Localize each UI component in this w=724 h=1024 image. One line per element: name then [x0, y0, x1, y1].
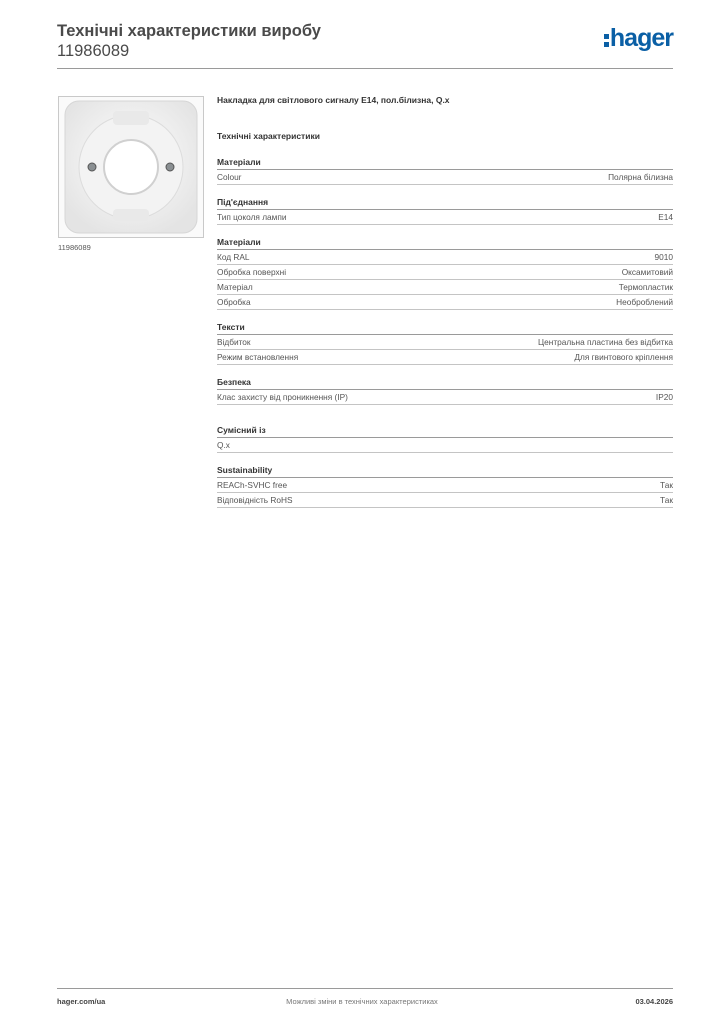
- specs-heading: Технічні характеристики: [217, 131, 320, 141]
- spec-value: IP20: [655, 392, 673, 402]
- spec-row: [217, 265, 673, 280]
- product-image: [58, 96, 204, 238]
- footer-divider: [57, 988, 673, 989]
- group-title: Тексти: [217, 320, 673, 335]
- hager-logo: hager: [604, 26, 673, 51]
- group-title: Безпека: [217, 375, 673, 390]
- spec-group: [217, 463, 673, 508]
- group-title: Матеріали: [217, 235, 673, 250]
- footer-notice: Можливі зміни в технічних характеристиках: [286, 997, 438, 1006]
- product-name: Накладка для світлового сигналу E14, пол.білизна, Q.x: [217, 95, 450, 105]
- spec-label: Відповідність RoHS: [217, 495, 293, 505]
- spec-row: [217, 493, 673, 508]
- spec-label: Обробка: [217, 297, 251, 307]
- document-product-code: 11986089: [57, 42, 130, 60]
- spec-value: Термопластик: [618, 282, 673, 292]
- spec-label: Colour: [217, 172, 242, 182]
- spec-label: Код RAL: [217, 252, 250, 262]
- spec-label: Матеріал: [217, 282, 253, 292]
- spec-label: REACh-SVHC free: [217, 480, 288, 490]
- spec-row: [217, 295, 673, 310]
- spec-group: [217, 155, 673, 185]
- group-title: Під'єднання: [217, 195, 673, 210]
- spec-row: [217, 280, 673, 295]
- spec-group: [217, 320, 673, 365]
- group-title: Матеріали: [217, 155, 673, 170]
- group-title: Sustainability: [217, 463, 673, 478]
- spec-row: [217, 170, 673, 185]
- spec-content: [217, 95, 673, 508]
- spec-group: [217, 235, 673, 310]
- spec-label: Тип цоколя лампи: [217, 212, 287, 222]
- spec-row: [217, 335, 673, 350]
- spec-value: Оксамитовий: [621, 267, 673, 277]
- spec-label: Клас захисту від проникнення (IP): [217, 392, 348, 402]
- footer-date: 03.04.2026: [635, 997, 673, 1006]
- spec-row: [217, 390, 673, 405]
- spec-value: Полярна білизна: [608, 172, 673, 182]
- document-header: [57, 20, 673, 70]
- spec-label: Q.x: [217, 440, 230, 450]
- spec-label: Обробка поверхні: [217, 267, 287, 277]
- spec-row: [217, 250, 673, 265]
- footer-website[interactable]: hager.com/ua: [57, 997, 106, 1006]
- image-caption: 11986089: [58, 243, 91, 252]
- spec-row: [217, 210, 673, 225]
- spec-value: E14: [658, 212, 673, 222]
- cover-plate-icon: [59, 97, 203, 237]
- header-divider: [57, 68, 673, 69]
- logo-dots-icon: [604, 26, 609, 50]
- spec-value: 9010: [654, 252, 673, 262]
- document-title: Технічні характеристики виробу: [57, 22, 321, 40]
- spec-value: Центральна пластина без відбитка: [538, 337, 673, 347]
- spec-group: [217, 375, 673, 405]
- spec-value: Для гвинтового кріплення: [574, 352, 673, 362]
- spec-value: Так: [660, 495, 673, 505]
- spec-group: [217, 423, 673, 453]
- spec-value: Необроблений: [616, 297, 673, 307]
- spec-label: Режим встановлення: [217, 352, 299, 362]
- spec-label: Відбиток: [217, 337, 251, 347]
- spec-value: Так: [660, 480, 673, 490]
- spec-row: [217, 350, 673, 365]
- group-title: Сумісний із: [217, 423, 673, 438]
- spec-row: [217, 478, 673, 493]
- spec-group: [217, 195, 673, 225]
- spec-row: [217, 438, 673, 453]
